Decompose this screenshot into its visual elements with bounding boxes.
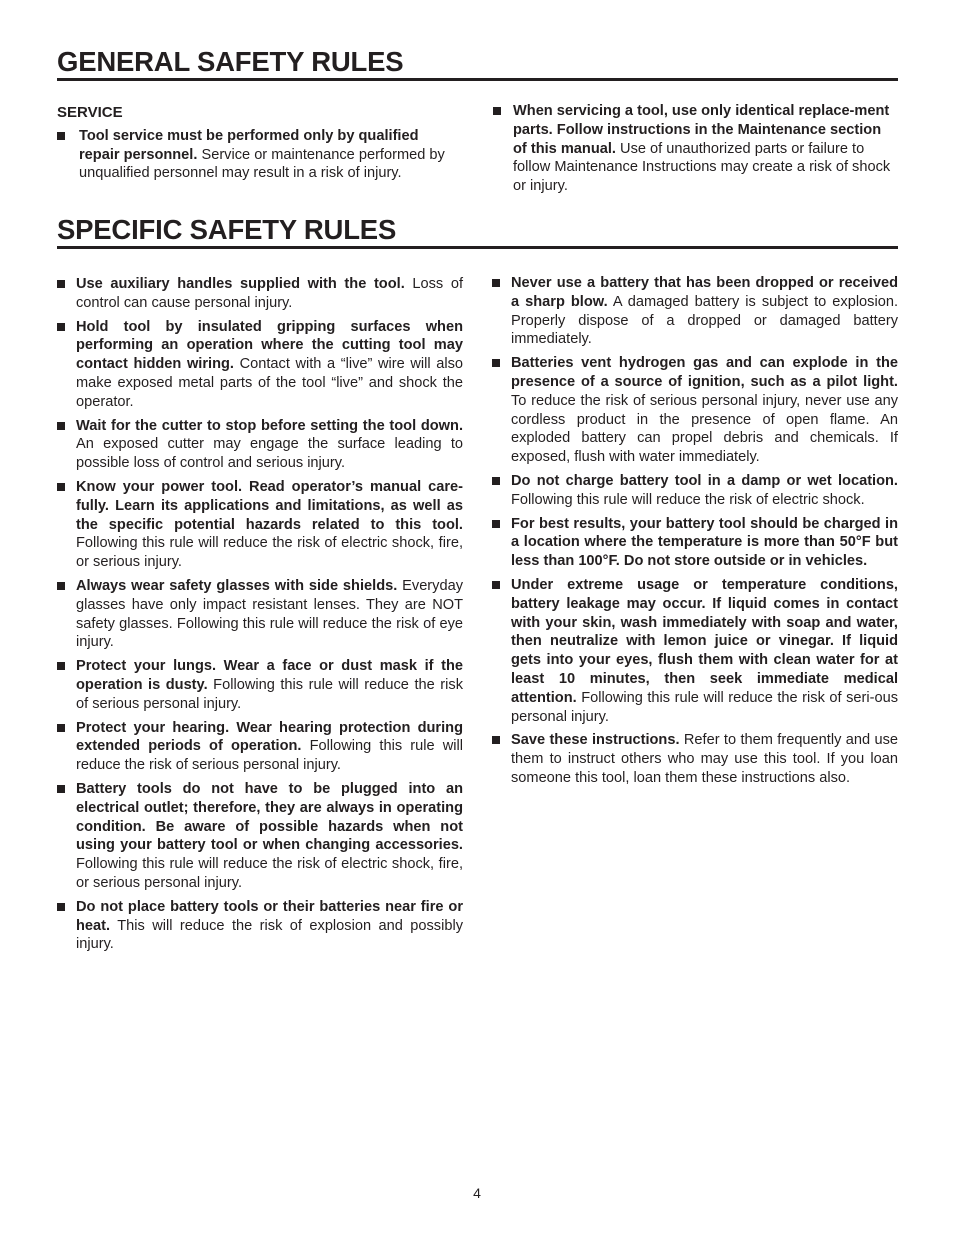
rule-text: Following this rule will reduce the risk of electric shock, fire, or serious personal injury. bbox=[76, 856, 463, 891]
rule-bold-text: Never use a battery that has been dropped or received a sharp blow. bbox=[511, 275, 898, 310]
rule-bold-text: Protect your hearing. Wear hearing protection during extended periods of operation. bbox=[76, 719, 463, 755]
rule-bold-text: Hold tool by insulated gripping surfaces when performing an operation where the cutting tool may contact hidden wiring. bbox=[76, 318, 463, 373]
rule-item bbox=[57, 577, 463, 652]
page-number: 4 bbox=[473, 1185, 481, 1201]
rule-text: Following this rule will reduce the risk of serious personal injury. bbox=[76, 738, 463, 774]
square-bullet-icon bbox=[57, 785, 65, 793]
specific-left-column bbox=[57, 275, 463, 959]
square-bullet-icon bbox=[492, 581, 500, 589]
rule-item bbox=[57, 478, 463, 572]
square-bullet-icon bbox=[492, 520, 500, 528]
rule-text: A damaged battery is subject to explosion. Properly dispose of a dropped or damaged battery immediately. bbox=[511, 293, 899, 348]
rule-item bbox=[57, 275, 463, 313]
square-bullet-icon bbox=[492, 736, 500, 744]
rule-bold-text: Tool service must be performed only by qualified repair personnel. bbox=[79, 127, 419, 163]
general-right-column bbox=[493, 102, 895, 201]
square-bullet-icon bbox=[57, 323, 65, 331]
square-bullet-icon bbox=[57, 903, 65, 911]
rule-item bbox=[492, 731, 898, 787]
square-bullet-icon bbox=[57, 662, 65, 670]
rule-bold-text: Protect your lungs. Wear a face or dust mask if the operation is dusty. bbox=[76, 658, 463, 693]
rule-bold-text: Always wear safety glasses with side shields. bbox=[76, 577, 398, 594]
rule-text: Contact with a “live” wire will also make exposed metal parts of the tool “live” and shock the operator. bbox=[76, 356, 463, 410]
rule-item bbox=[57, 318, 463, 412]
rule-text: Following this rule will reduce the risk of electric shock, fire, or serious injury. bbox=[76, 535, 463, 571]
rule-text: To reduce the risk of serious personal injury, never use any cordless product in the presence of open flame. An exploded battery can propel debris and chemicals. If exposed, flush with water immediately. bbox=[511, 392, 898, 466]
rule-bold-text: Do not charge battery tool in a damp or wet location. bbox=[511, 472, 898, 489]
rule-item bbox=[492, 515, 898, 571]
service-heading: SERVICE bbox=[57, 104, 123, 121]
square-bullet-icon bbox=[57, 483, 65, 491]
rule-item bbox=[57, 417, 463, 473]
rule-item bbox=[492, 576, 898, 726]
square-bullet-icon bbox=[492, 279, 500, 287]
rule-bold-text: Under extreme usage or temperature conditions, battery leakage may occur. If liquid comes in contact with your skin, wash immediately with soap and water, then neutralize with lemon juice or vinegar. If liquid gets into your eyes, flush them with clean water for at least 10 minutes, then seek immediate medical attention. bbox=[511, 576, 898, 706]
square-bullet-icon bbox=[492, 359, 500, 367]
rule-text: Loss of control can cause personal injury. bbox=[76, 276, 463, 311]
square-bullet-icon bbox=[57, 422, 65, 430]
square-bullet-icon bbox=[57, 280, 65, 288]
rule-text: An exposed cutter may engage the surface leading to possible loss of control and serious injury. bbox=[76, 436, 463, 472]
rule-text: Everyday glasses have only impact resistant lenses. They are NOT safety glasses. Following this rule will reduce the risk of eye injury. bbox=[76, 577, 463, 651]
rule-text: Following this rule will reduce the risk of electric shock. bbox=[511, 491, 865, 508]
rule-text: Service or maintenance performed by unqualified personnel may result in a risk of injury. bbox=[79, 146, 445, 182]
specific-right-column bbox=[492, 274, 898, 793]
rule-bold-text: When servicing a tool, use only identical replace-ment parts. Follow instructions in the Maintenance section of this manual. bbox=[513, 103, 890, 157]
rule-text: This will reduce the risk of explosion and possibly injury. bbox=[76, 917, 463, 953]
rule-bold-text: Use auxiliary handles supplied with the tool. bbox=[76, 276, 405, 292]
rule-bold-text: Battery tools do not have to be plugged into an electrical outlet; therefore, they are always in operating condition. Be aware of possible hazards when not using your battery tool or when changing accessories. bbox=[76, 780, 463, 854]
rule-item bbox=[57, 719, 463, 775]
rule-bold-text: Know your power tool. Read operator’s manual care-fully. Learn its applications and limitations, as well as the specific potential hazards related to this tool. bbox=[76, 478, 463, 533]
rule-text: Use of unauthorized parts or failure to follow Maintenance Instructions may create a risk of shock or injury. bbox=[513, 140, 891, 195]
square-bullet-icon bbox=[492, 477, 500, 485]
rule-bold-text: Save these instructions. bbox=[511, 732, 680, 749]
rule-text: Refer to them frequently and use them to instruct others who may use this tool. If you loan someone this tool, loan them these instructions also. bbox=[511, 732, 898, 786]
square-bullet-icon bbox=[57, 132, 65, 140]
specific-safety-rules-heading: SPECIFIC SAFETY RULES bbox=[57, 215, 898, 249]
rule-item bbox=[57, 657, 463, 713]
rule-bold-text: Wait for the cutter to stop before setting the tool down. bbox=[76, 417, 463, 434]
rule-text: Following this rule will reduce the risk of serious personal injury. bbox=[76, 676, 463, 712]
general-left-column bbox=[57, 104, 450, 188]
rule-bold-text: For best results, your battery tool should be charged in a location where the temperature is more than 50°F but less than 100°F. Do not store outside or in vehicles. bbox=[511, 515, 898, 570]
rule-item bbox=[57, 127, 450, 183]
rule-item bbox=[492, 472, 898, 510]
rule-bold-text: Batteries vent hydrogen gas and can explode in the presence of a source of ignition, such as a pilot light. bbox=[511, 355, 898, 390]
general-safety-rules-heading: GENERAL SAFETY RULES bbox=[57, 47, 898, 81]
rule-bold-text: Do not place battery tools or their batteries near fire or heat. bbox=[76, 898, 463, 934]
rule-text: Following this rule will reduce the risk of seri-ous personal injury. bbox=[511, 689, 898, 725]
rule-item bbox=[57, 780, 463, 893]
square-bullet-icon bbox=[57, 582, 65, 590]
rule-item bbox=[492, 354, 898, 467]
rule-item bbox=[493, 102, 895, 196]
rule-item bbox=[492, 274, 898, 349]
square-bullet-icon bbox=[57, 724, 65, 732]
square-bullet-icon bbox=[493, 107, 501, 115]
rule-item bbox=[57, 898, 463, 954]
